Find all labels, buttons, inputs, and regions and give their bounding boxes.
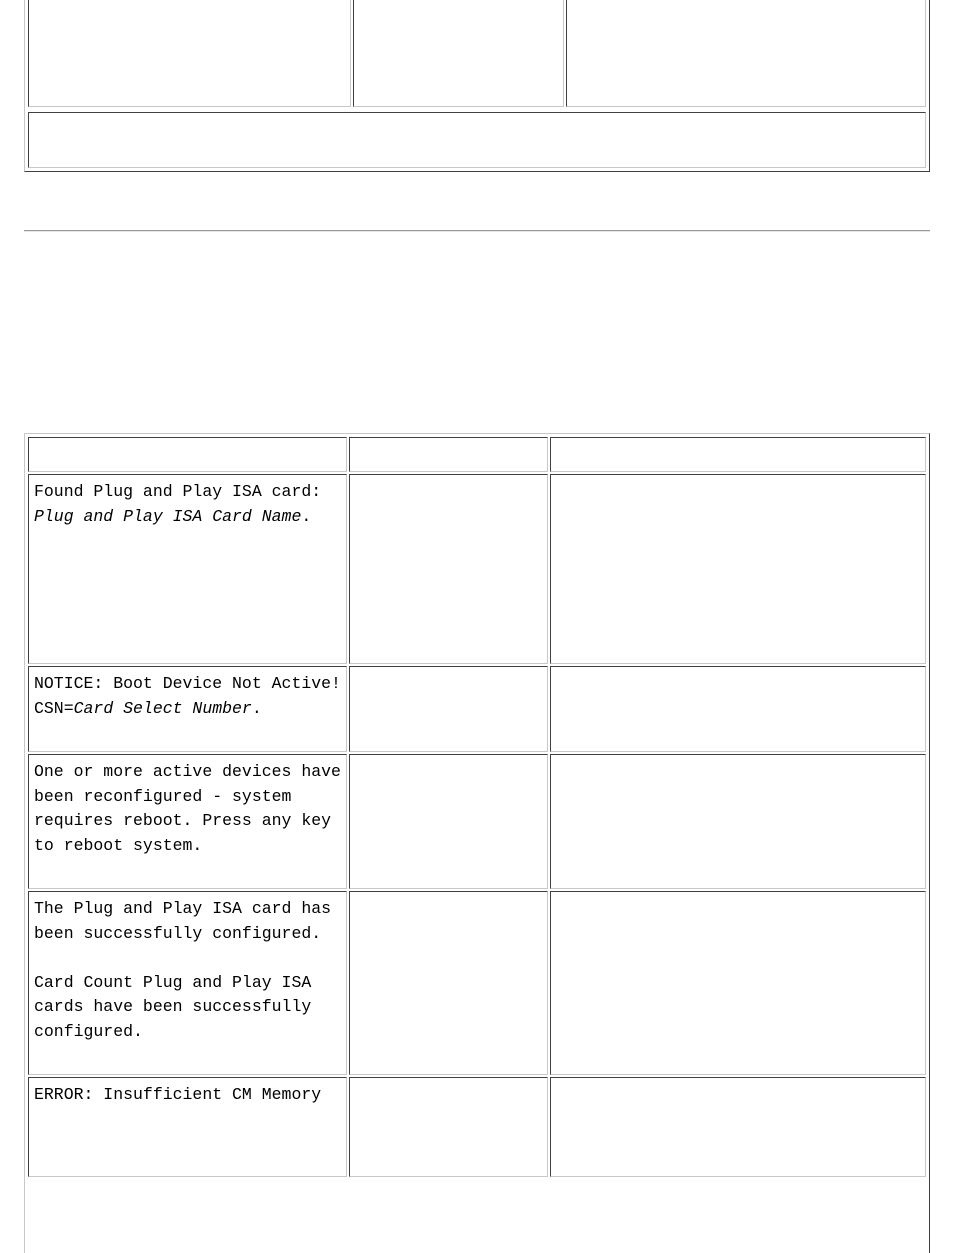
- table-row-4-col2: [349, 891, 548, 1075]
- table-row-4-message: [28, 891, 347, 1075]
- top-table-cell-r1c2: [353, 0, 564, 107]
- table-row-2-col3: [550, 666, 926, 752]
- table-row-5-col3: [550, 1077, 926, 1177]
- row-4-message-text: The Plug and Play ISA card has been successfully configured.: [34, 899, 332, 943]
- top-table: [24, 0, 930, 172]
- table-row-4-col3: [550, 891, 926, 1075]
- section-divider: [24, 230, 930, 232]
- row-5-message-text: ERROR: Insufficient CM Memory: [34, 1085, 322, 1104]
- table-row-2-message: [28, 666, 347, 752]
- top-table-cell-r1c1: [28, 0, 351, 107]
- row-2-message-text: NOTICE: Boot Device Not Active! CSN=Card Select Number.: [34, 674, 341, 718]
- row-4-message-text-2: Card Count Plug and Play ISA cards have been successfully configured.: [34, 972, 312, 1041]
- row-1-message-text: Found Plug and Play ISA card: Plug and Play ISA Card Name.: [34, 482, 322, 526]
- table-header-cell-1: [28, 437, 347, 472]
- messages-table: [24, 433, 930, 1253]
- table-row-3-col2: [349, 754, 548, 889]
- table-row-1-col3: [550, 474, 926, 664]
- table-row-1-message: [28, 474, 347, 664]
- table-row-5-message: [28, 1077, 347, 1177]
- table-header-cell-2: [349, 437, 548, 472]
- top-table-cell-r2: [28, 112, 926, 168]
- row-3-message-text: One or more active devices have been reconfigured - system requires reboot. Press any key to reboot system.: [34, 762, 341, 855]
- top-table-cell-r1c3: [566, 0, 926, 107]
- table-row-2-col2: [349, 666, 548, 752]
- table-row-3-col3: [550, 754, 926, 889]
- table-row-3-message: [28, 754, 347, 889]
- table-header-cell-3: [550, 437, 926, 472]
- table-row-5-col2: [349, 1077, 548, 1177]
- table-row-1-col2: [349, 474, 548, 664]
